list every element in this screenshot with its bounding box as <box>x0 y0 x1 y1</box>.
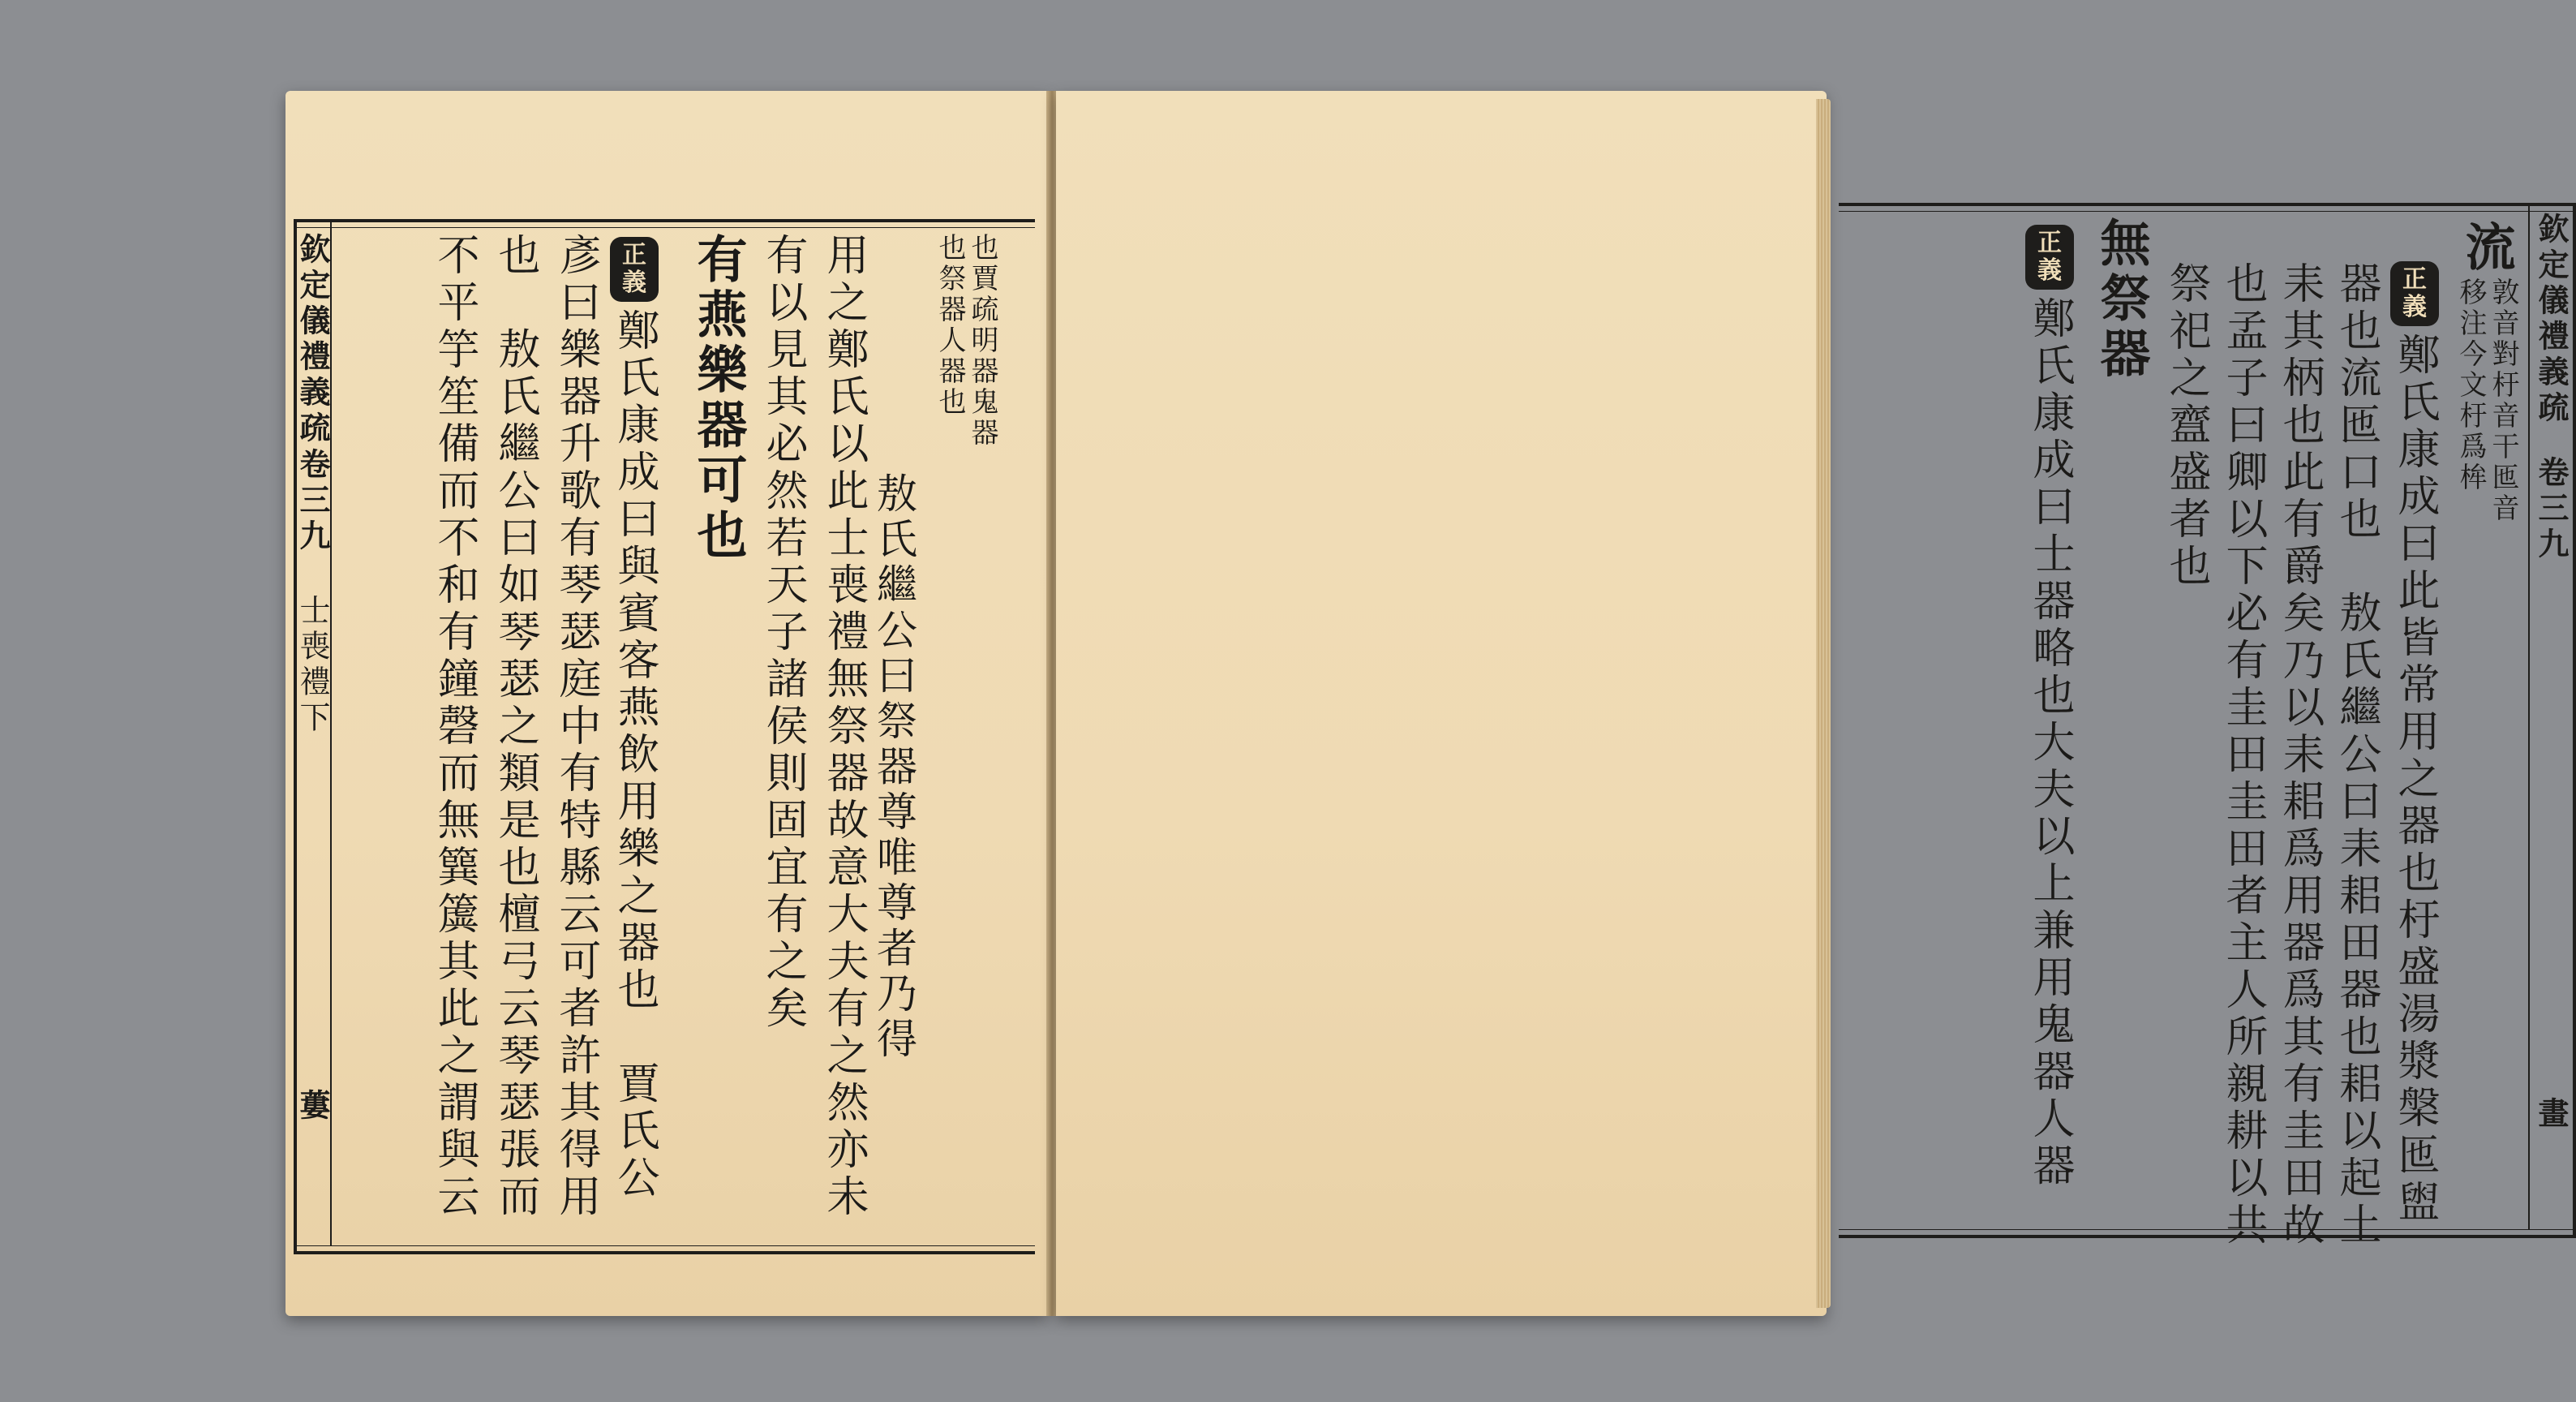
right-heading: 無祭器 <box>2092 217 2151 382</box>
zhengyi-badge: 正義 <box>610 237 659 302</box>
left-page-frame <box>294 219 1035 1254</box>
left-spine-title: 欽定儀禮義疏 <box>294 233 331 447</box>
left-col6: 彥曰樂器升歌有琴瑟庭中有特縣云可者許其得用 <box>552 233 600 1221</box>
page-edges <box>1816 99 1831 1308</box>
left-col4-heading: 有燕樂器可也 <box>689 233 748 564</box>
right-page <box>1056 91 2570 1316</box>
left-page <box>286 91 1048 1316</box>
right-col2: 器也流匜口也 敖氏繼公曰耒耜田器也耜以起土 <box>2332 261 2381 1249</box>
right-col1 <box>2390 261 2439 1227</box>
right-col1-text: 鄭氏康成曰此皆常用之器也杅盛湯漿槃匜盥 <box>2390 333 2439 1227</box>
left-col5 <box>610 237 659 1202</box>
open-book <box>286 91 2570 1316</box>
left-col1-tail: 敖氏繼公曰祭器尊唯尊者乃得 <box>870 472 917 1063</box>
zhengyi-badge: 正義 <box>2025 225 2074 290</box>
right-spine-title: 欽定儀禮義疏 <box>2533 213 2570 427</box>
left-col7: 也 敖氏繼公曰如琴瑟之類是也檀弓云琴瑟張而 <box>491 233 539 1221</box>
right-col7-text: 鄭氏康成曰士器略也大夫以上兼用鬼器人器 <box>2025 296 2074 1190</box>
left-col8: 不平竽笙備而不和有鐘磬而無簨簴其此之謂與云 <box>430 233 479 1221</box>
left-spine-section: 士喪禮下 <box>294 594 330 737</box>
left-col2: 用之鄭氏以此士喪禮無祭器故意大夫有之然亦未 <box>819 233 868 1221</box>
left-col1-note-a: 也賈疏明器鬼器 <box>966 233 998 449</box>
right-margin-rule <box>2528 206 2530 1230</box>
right-spine-volume: 卷三九 <box>2533 456 2570 563</box>
left-col5-text: 鄭氏康成曰與賓客燕飲用樂之器也 賈氏公 <box>610 308 659 1202</box>
left-col1-note-b: 也祭器人器也 <box>934 233 966 418</box>
right-col3: 耒其柄也此有爵矣乃以耒耜爲用器爲其有圭田故 <box>2275 261 2324 1249</box>
right-col4: 也孟子曰卿以下必有圭田圭田者主人所親耕以共 <box>2218 261 2267 1249</box>
right-spine-page: 畫 <box>2533 1097 2570 1133</box>
left-spine-page: 蔞 <box>294 1089 331 1125</box>
right-headword-note-a: 敦音對杅音干匜音 <box>2487 277 2519 524</box>
zhengyi-badge: 正義 <box>2390 261 2439 326</box>
left-spine-volume: 卷三九 <box>294 448 331 555</box>
right-headword: 流 <box>2457 221 2516 276</box>
right-headword-note-b: 移注今文杅爲桙 <box>2454 277 2487 493</box>
left-col3: 有以見其必然若天子諸侯則固宜有之矣 <box>758 233 807 1033</box>
right-col7 <box>2025 225 2074 1190</box>
right-col5: 祭祀之齍盛者也 <box>2162 261 2210 591</box>
